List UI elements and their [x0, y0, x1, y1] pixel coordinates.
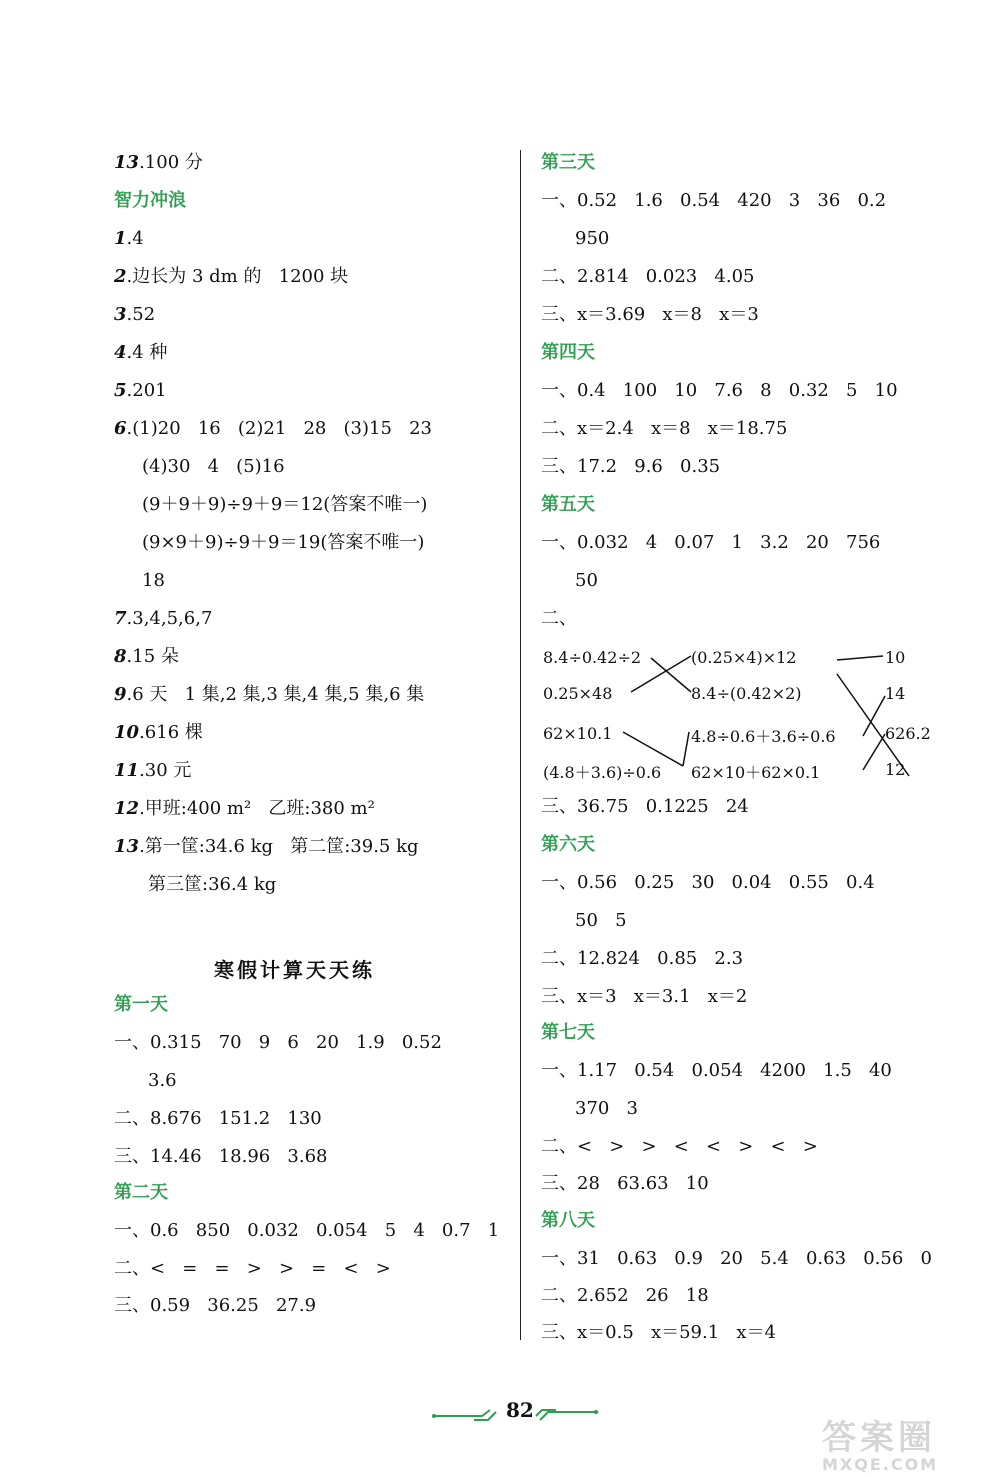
day-answer-line: 一、0.52 1.6 0.54 420 3 36 0.2 — [541, 190, 887, 211]
day-answer-line: 三、x＝0.5 x＝59.1 x＝4 — [541, 1322, 776, 1343]
match-middle-item: 8.4÷(0.42×2) — [691, 684, 802, 703]
day-answer-line: 一、0.315 70 9 6 20 1.9 0.52 — [114, 1032, 442, 1053]
match-left-item: 0.25×48 — [543, 684, 613, 703]
day-heading: 第三天 — [541, 152, 595, 173]
day-answer-line: 950 — [575, 228, 610, 249]
answer-line: 10.616 棵 — [114, 722, 203, 743]
answer-continuation: 18 — [142, 570, 165, 591]
match-line — [623, 732, 683, 766]
page-number: 82 — [506, 1398, 534, 1422]
match-right-item: 626.2 — [885, 724, 931, 743]
day-answer-line: 一、1.17 0.54 0.054 4200 1.5 40 — [541, 1060, 892, 1081]
day-heading: 第五天 — [541, 494, 595, 515]
answer-line: 13.100 分 — [114, 152, 203, 173]
match-right-item: 12 — [885, 760, 906, 779]
day-answer-line: 三、0.59 36.25 27.9 — [114, 1295, 317, 1316]
watermark-url: MXQE.COM — [822, 1455, 939, 1474]
day-answer-line: 一、31 0.63 0.9 20 5.4 0.63 0.56 0 — [541, 1248, 932, 1269]
match-middle-item: (0.25×4)×12 — [691, 648, 797, 667]
match-middle-item: 4.8÷0.6＋3.6÷0.6 — [691, 727, 836, 746]
day-answer-line: 三、36.75 0.1225 24 — [541, 796, 749, 817]
answer-continuation: (9＋9＋9)÷9＋9＝12(答案不唯一) — [142, 494, 428, 515]
day-answer-line: 一、0.56 0.25 30 0.04 0.55 0.4 — [541, 872, 875, 893]
page-footer — [430, 1396, 600, 1430]
day-answer-line: 370 3 — [575, 1098, 638, 1119]
answer-continuation: (4)30 4 (5)16 — [142, 456, 285, 477]
day-heading: 第一天 — [114, 994, 168, 1015]
match-left-item: 8.4÷0.42÷2 — [543, 648, 642, 667]
answer-line: 9.6 天 1 集,2 集,3 集,4 集,5 集,6 集 — [114, 684, 425, 705]
day-heading: 第七天 — [541, 1022, 595, 1043]
match-line — [837, 656, 883, 660]
day-answer-line: 二、2.814 0.023 4.05 — [541, 266, 755, 287]
day-answer-line: 三、17.2 9.6 0.35 — [541, 456, 721, 477]
matching-diagram — [541, 640, 941, 790]
day-answer-line: 50 — [575, 570, 598, 591]
section-title: 寒假计算天天练 — [214, 958, 375, 982]
day-answer-line: 二、8.676 151.2 130 — [114, 1108, 322, 1129]
answer-continuation: 第三筐:36.4 kg — [148, 874, 277, 895]
match-right-item: 10 — [885, 648, 906, 667]
day-answer-line: 二、< > > < < > < > — [541, 1136, 818, 1157]
match-line — [651, 658, 691, 692]
day-heading: 第二天 — [114, 1182, 168, 1203]
day-answer-line: 一、0.6 850 0.032 0.054 5 4 0.7 1 — [114, 1220, 500, 1241]
match-line — [863, 734, 885, 770]
match-line — [837, 674, 909, 776]
day-answer-line: 二、x＝2.4 x＝8 x＝18.75 — [541, 418, 788, 439]
watermark-text: 答案圈 — [822, 1418, 936, 1458]
day-answer-line: 3.6 — [148, 1070, 177, 1091]
answer-line: 8.15 朵 — [114, 646, 179, 667]
day-answer-line: 二、12.824 0.85 2.3 — [541, 948, 744, 969]
answer-line: 6.(1)20 16 (2)21 28 (3)15 23 — [114, 418, 432, 439]
day-answer-line: 三、28 63.63 10 — [541, 1173, 709, 1194]
match-right-item: 14 — [885, 684, 906, 703]
match-line — [683, 732, 689, 766]
answer-line: 7.3,4,5,6,7 — [114, 608, 213, 629]
day-heading: 第八天 — [541, 1210, 595, 1231]
column-divider — [520, 150, 521, 1340]
day-answer-line: 50 5 — [575, 910, 627, 931]
answer-line: 3.52 — [114, 304, 156, 325]
day-answer-line: 三、14.46 18.96 3.68 — [114, 1146, 328, 1167]
match-lines — [541, 640, 941, 790]
day-heading: 第六天 — [541, 834, 595, 855]
answer-line: 5.201 — [114, 380, 167, 401]
answer-continuation: (9×9＋9)÷9＋9＝19(答案不唯一) — [142, 532, 425, 553]
answer-line: 13.第一筐:34.6 kg 第二筐:39.5 kg — [114, 836, 419, 857]
watermark-logo — [822, 1410, 992, 1474]
day-answer-line: 一、0.032 4 0.07 1 3.2 20 756 — [541, 532, 881, 553]
answer-line: 12.甲班:400 m² 乙班:380 m² — [114, 798, 375, 819]
answer-line: 1.4 — [114, 228, 144, 249]
day-answer-line: 二、< = = > > = < > — [114, 1258, 391, 1279]
day-answer-line: 二、2.652 26 18 — [541, 1285, 709, 1306]
day-answer-line: 三、x＝3 x＝3.1 x＝2 — [541, 986, 748, 1007]
match-left-item: 62×10.1 — [543, 724, 613, 743]
match-line — [631, 656, 691, 692]
match-middle-item: 62×10＋62×0.1 — [691, 763, 821, 782]
match-left-item: (4.8＋3.6)÷0.6 — [543, 763, 662, 782]
answer-line: 4.4 种 — [114, 342, 168, 363]
day-heading: 第四天 — [541, 342, 595, 363]
answer-line: 2.边长为 3 dm 的 1200 块 — [114, 266, 349, 287]
day-answer-line: 二、 — [541, 608, 577, 629]
day-answer-line: 三、x＝3.69 x＝8 x＝3 — [541, 304, 759, 325]
answer-line: 11.30 元 — [114, 760, 192, 781]
day-answer-line: 一、0.4 100 10 7.6 8 0.32 5 10 — [541, 380, 898, 401]
section-heading: 智力冲浪 — [114, 190, 186, 211]
